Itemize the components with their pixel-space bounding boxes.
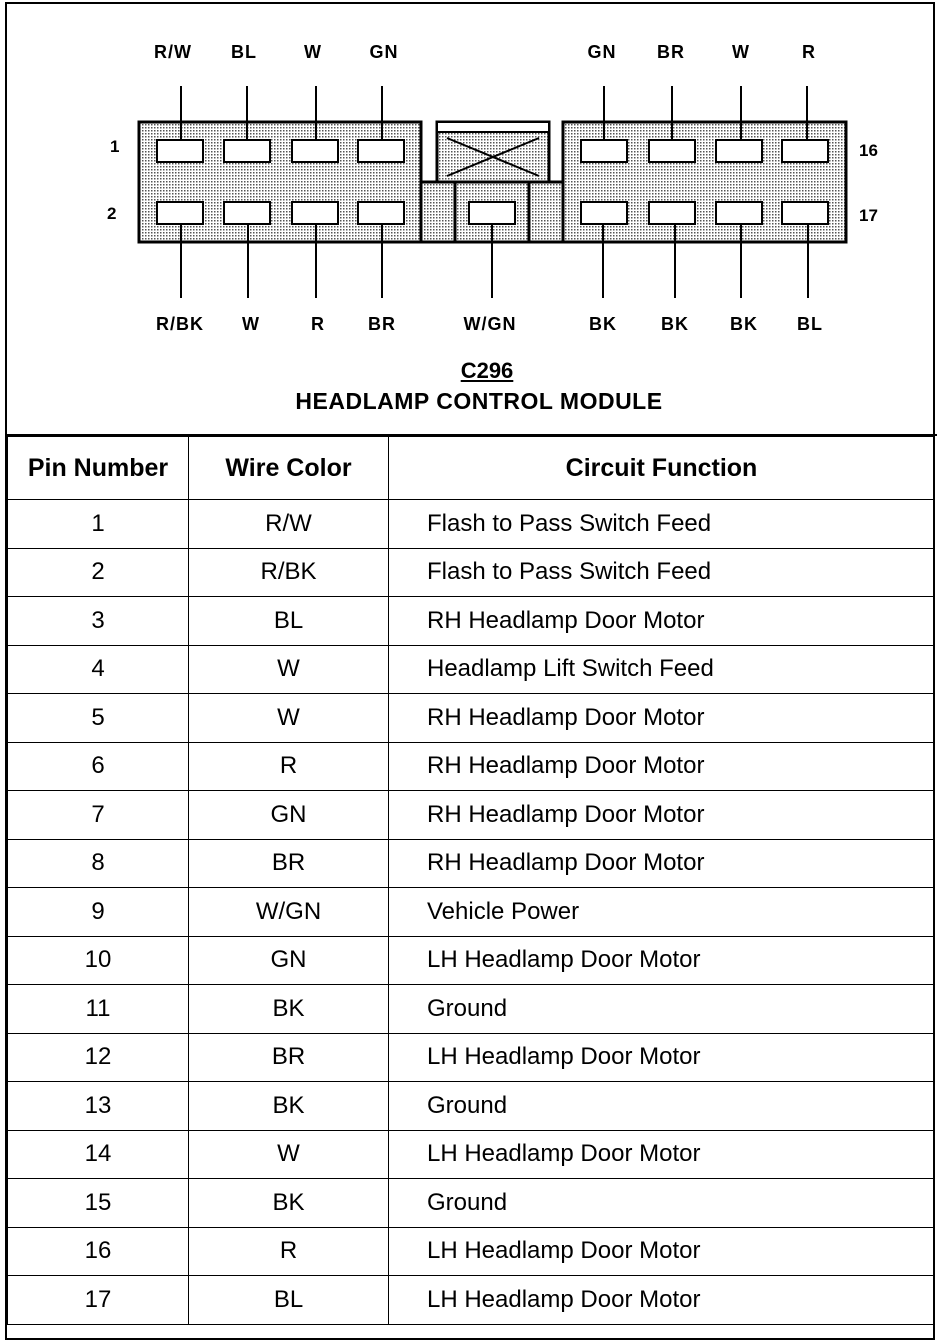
circuit-function-cell: RH Headlamp Door Motor <box>389 742 935 791</box>
circuit-function-cell: LH Headlamp Door Motor <box>389 1130 935 1179</box>
pin-number-cell: 9 <box>8 888 189 937</box>
table-row <box>8 1130 935 1179</box>
pin-number-cell: 17 <box>8 1276 189 1325</box>
circuit-function-cell: LH Headlamp Door Motor <box>389 1033 935 1082</box>
wire-label-bottom: BL <box>797 314 823 334</box>
circuit-function-cell: RH Headlamp Door Motor <box>389 839 935 888</box>
wire-color-cell: BK <box>189 1082 389 1131</box>
pin-cavity <box>224 202 270 224</box>
pinout-table <box>7 436 935 1325</box>
row-label-2: 2 <box>107 204 117 223</box>
pin-cavity <box>581 202 627 224</box>
wire-label-bottom: BK <box>589 314 617 334</box>
table-row <box>8 839 935 888</box>
wire-label-top: R <box>802 42 816 62</box>
wire-color-cell: R/BK <box>189 548 389 597</box>
pin-number-cell: 7 <box>8 791 189 840</box>
wire-label-bottom: BR <box>368 314 396 334</box>
wire-color-cell: BL <box>189 597 389 646</box>
pin-cavity <box>157 140 203 162</box>
circuit-function-cell: Ground <box>389 985 935 1034</box>
table-row <box>8 742 935 791</box>
table-row <box>8 500 935 549</box>
pin-number-cell: 6 <box>8 742 189 791</box>
circuit-function-cell: LH Headlamp Door Motor <box>389 936 935 985</box>
pin-number-cell: 12 <box>8 1033 189 1082</box>
wire-label-bottom: W <box>242 314 260 334</box>
pin-number-cell: 8 <box>8 839 189 888</box>
row-label-17: 17 <box>859 206 878 225</box>
wire-label-top: GN <box>369 42 399 62</box>
pin-number-cell: 13 <box>8 1082 189 1131</box>
wire-color-cell: R/W <box>189 500 389 549</box>
table-row <box>8 1179 935 1228</box>
wire-color-cell: BK <box>189 985 389 1034</box>
connector-name: HEADLAMP CONTROL MODULE <box>295 388 663 414</box>
pin-cavity <box>358 140 404 162</box>
pin-cavity <box>292 202 338 224</box>
wire-label-top: BR <box>657 42 685 62</box>
wire-color-cell: W <box>189 694 389 743</box>
wire-label-top: W <box>304 42 322 62</box>
table-body <box>8 500 935 1325</box>
pin-number-cell: 10 <box>8 936 189 985</box>
circuit-function-cell: RH Headlamp Door Motor <box>389 791 935 840</box>
wire-color-cell: BK <box>189 1179 389 1228</box>
wire-color-cell: BL <box>189 1276 389 1325</box>
table-row <box>8 936 935 985</box>
header-wire-color: Wire Color <box>189 437 389 500</box>
wire-color-cell: GN <box>189 936 389 985</box>
pin-cavity <box>782 140 828 162</box>
row-label-16: 16 <box>859 141 878 160</box>
wire-label-bottom: R/BK <box>156 314 204 334</box>
connector-code: C296 <box>460 358 514 383</box>
pin-cavity <box>469 202 515 224</box>
table-row <box>8 1276 935 1325</box>
wire-color-cell: W/GN <box>189 888 389 937</box>
pin-cavity <box>581 140 627 162</box>
pin-number-cell: 15 <box>8 1179 189 1228</box>
table-row <box>8 645 935 694</box>
pin-cavity <box>649 202 695 224</box>
circuit-function-cell: Flash to Pass Switch Feed <box>389 548 935 597</box>
table-row <box>8 597 935 646</box>
pin-number-cell: 14 <box>8 1130 189 1179</box>
circuit-function-cell: LH Headlamp Door Motor <box>389 1276 935 1325</box>
wire-color-cell: W <box>189 645 389 694</box>
wire-label-top: W <box>732 42 750 62</box>
header-circuit-function: Circuit Function <box>389 437 935 500</box>
pin-number-cell: 5 <box>8 694 189 743</box>
pin-cavity <box>649 140 695 162</box>
wire-label-bottom: W/GN <box>463 314 517 334</box>
table-row <box>8 888 935 937</box>
wire-label-bottom: R <box>311 314 325 334</box>
pin-cavity <box>716 140 762 162</box>
wire-color-cell: BR <box>189 1033 389 1082</box>
circuit-function-cell: Headlamp Lift Switch Feed <box>389 645 935 694</box>
table-header-row <box>8 437 935 500</box>
wire-label-top: R/W <box>154 42 192 62</box>
circuit-function-cell: LH Headlamp Door Motor <box>389 1227 935 1276</box>
header-pin-number: Pin Number <box>8 437 189 500</box>
circuit-function-cell: Ground <box>389 1082 935 1131</box>
circuit-function-cell: Vehicle Power <box>389 888 935 937</box>
wire-label-top: BL <box>231 42 257 62</box>
pin-cavity <box>224 140 270 162</box>
table-row <box>8 791 935 840</box>
table-row <box>8 694 935 743</box>
pin-cavity <box>292 140 338 162</box>
circuit-function-cell: Flash to Pass Switch Feed <box>389 500 935 549</box>
table-row <box>8 1082 935 1131</box>
wire-label-top: GN <box>587 42 617 62</box>
table-row <box>8 548 935 597</box>
circuit-function-cell: RH Headlamp Door Motor <box>389 694 935 743</box>
table-row <box>8 1033 935 1082</box>
circuit-function-cell: RH Headlamp Door Motor <box>389 597 935 646</box>
connector-diagram <box>7 4 937 436</box>
pin-cavity <box>157 202 203 224</box>
pin-number-cell: 1 <box>8 500 189 549</box>
pin-number-cell: 16 <box>8 1227 189 1276</box>
row-label-1: 1 <box>110 137 120 156</box>
wire-color-cell: R <box>189 1227 389 1276</box>
wire-color-cell: GN <box>189 791 389 840</box>
pin-number-cell: 2 <box>8 548 189 597</box>
pin-number-cell: 3 <box>8 597 189 646</box>
wire-label-bottom: BK <box>661 314 689 334</box>
pin-cavity <box>782 202 828 224</box>
wire-color-cell: BR <box>189 839 389 888</box>
pin-cavity <box>716 202 762 224</box>
wire-color-cell: R <box>189 742 389 791</box>
table-row <box>8 985 935 1034</box>
diagram-frame <box>5 2 935 1340</box>
pin-cavity <box>358 202 404 224</box>
table-row <box>8 1227 935 1276</box>
pin-number-cell: 11 <box>8 985 189 1034</box>
wire-color-cell: W <box>189 1130 389 1179</box>
pin-number-cell: 4 <box>8 645 189 694</box>
wire-label-bottom: BK <box>730 314 758 334</box>
circuit-function-cell: Ground <box>389 1179 935 1228</box>
